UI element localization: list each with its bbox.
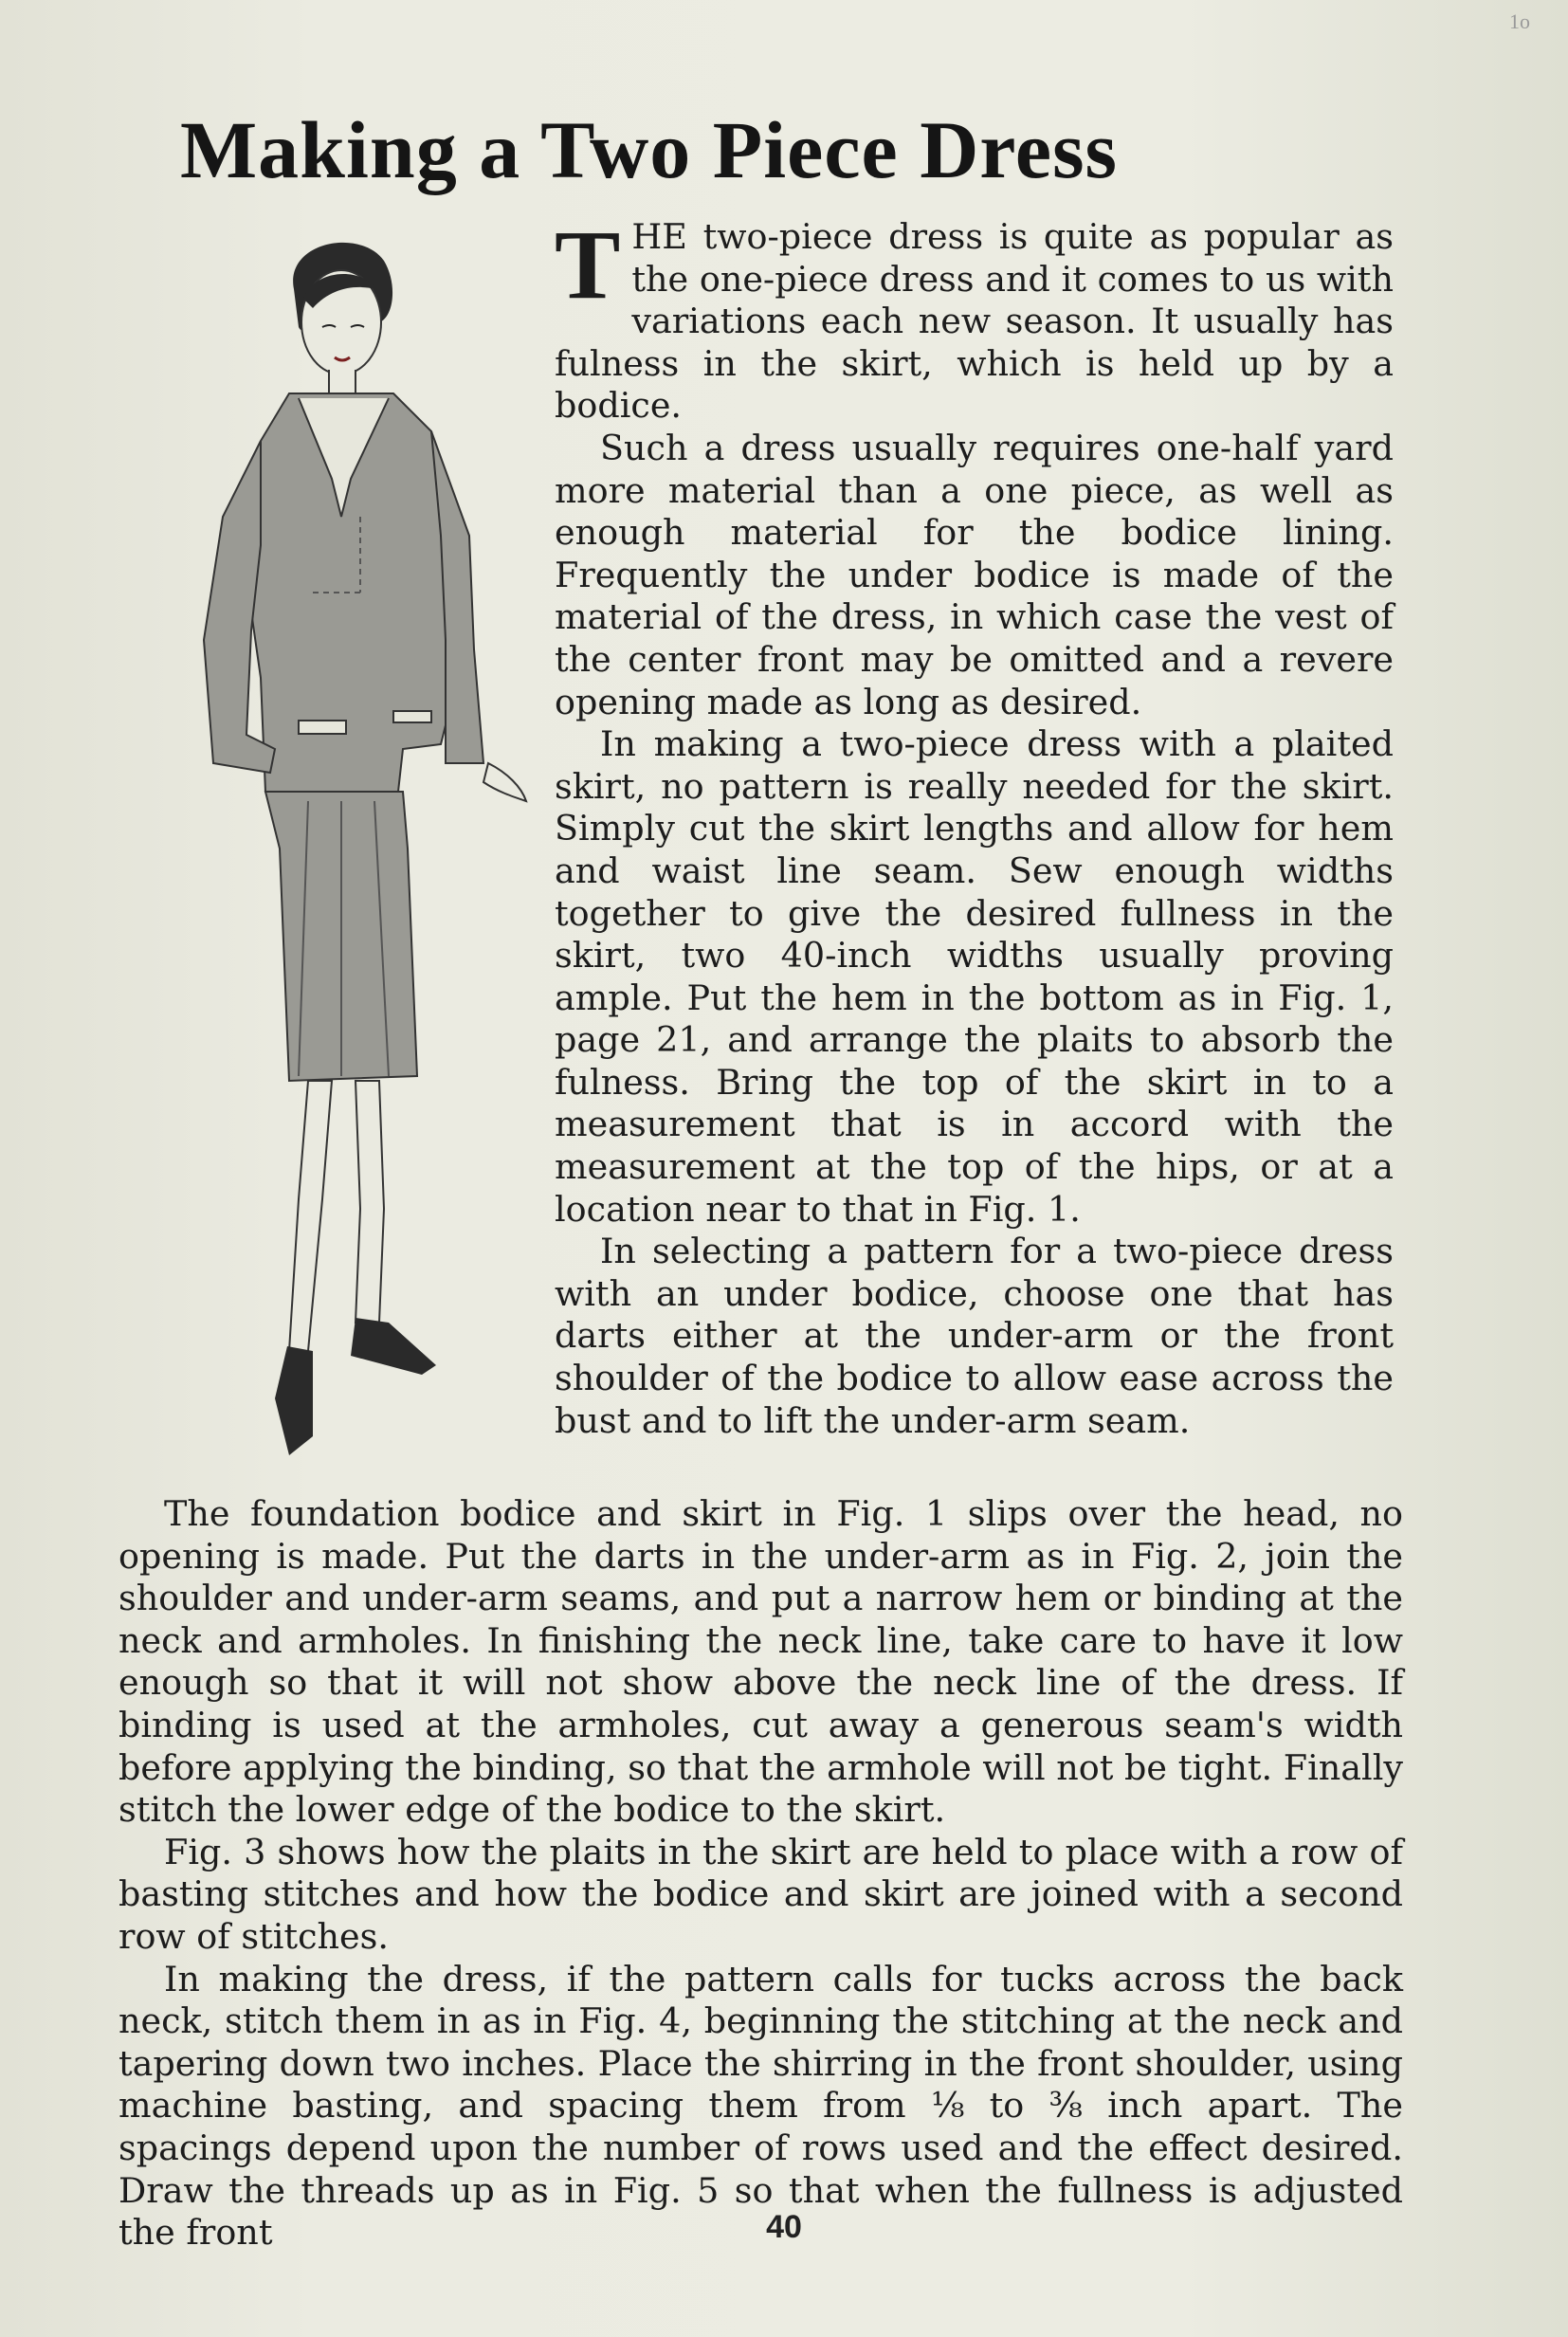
dress-figure-icon [119, 232, 564, 1465]
paragraph-7: In making the dress, if the pattern calls for tucks across the back neck, stitch them in as in Fig. 4, beginning the stitching at the neck and tapering down two inches. Place the shirring in the front shoulder, using machine basting, and spacing them from ⅛ to ⅜ inch apart. The spacings depend upon the number of rows used and the effect desired. Draw the threads up as in Fig. 5 so that when the fullness is adjusted the front [119, 1958, 1403, 2254]
corner-mark: 1o [1509, 9, 1530, 33]
woman-in-two-piece-dress-illustration [119, 232, 564, 1465]
page-title: Making a Two Piece Dress [180, 104, 1119, 195]
paragraph-3: In making a two-piece dress with a plaited skirt, no pattern is really needed for the skirt. Simply cut the skirt lengths and allow for hem and waist line seam. Sew enough widths together to give the desired fullness in the skirt, two 40-inch widths usually proving ample. Put the hem in the bottom as in Fig. 1, page 21, and arrange the plaits to absorb the fulness. Bring the top of the skirt in to a measurement that is in accord with the measurement at the top of the hips, or at a location near to that in Fig. 1. [555, 723, 1394, 1230]
paragraph-6: Fig. 3 shows how the plaits in the skirt are held to place with a row of basting stitches and how the bodice and skirt are joined with a second row of stitches. [119, 1831, 1403, 1957]
page-number: 40 [766, 2209, 802, 2245]
paragraph-5: The foundation bodice and skirt in Fig. 1 slips over the head, no opening is made. Put the darts in the under-arm as in Fig. 2, join the shoulder and under-arm seams, and put a narrow hem or binding at the neck and armholes. In finishing the neck line, take care to have it low enough so that it will not show above the neck line of the dress. If binding is used at the armholes, cut away a generous seam's width before applying the binding, so that the armhole will not be tight. Finally stitch the lower edge of the bodice to the skirt. [119, 1493, 1403, 1831]
full-width-text [119, 1493, 1403, 2255]
drop-cap: T [555, 210, 621, 320]
paragraph-1 [555, 210, 1394, 428]
paragraph-4: In selecting a pattern for a two-piece dress with an under bodice, choose one that has darts either at the under-arm or the front shoulder of the bodice to allow ease across the bust and to lift the under-arm seam. [555, 1231, 1394, 1441]
column-text [555, 210, 1394, 1442]
paragraph-2: Such a dress usually requires one-half yard more material than a one piece, as well as enough material for the bodice lining. Frequently the under bodice is made of the material of the dress, in which case the vest of the center front may be omitted and a revere opening made as long as desired. [555, 427, 1394, 722]
paragraph-1-text: HE two-piece dress is quite as popular as the one-piece dress and it comes to us with variations each new season. It usually has fulness in the skirt, which is held up by a bodice. [555, 216, 1394, 427]
